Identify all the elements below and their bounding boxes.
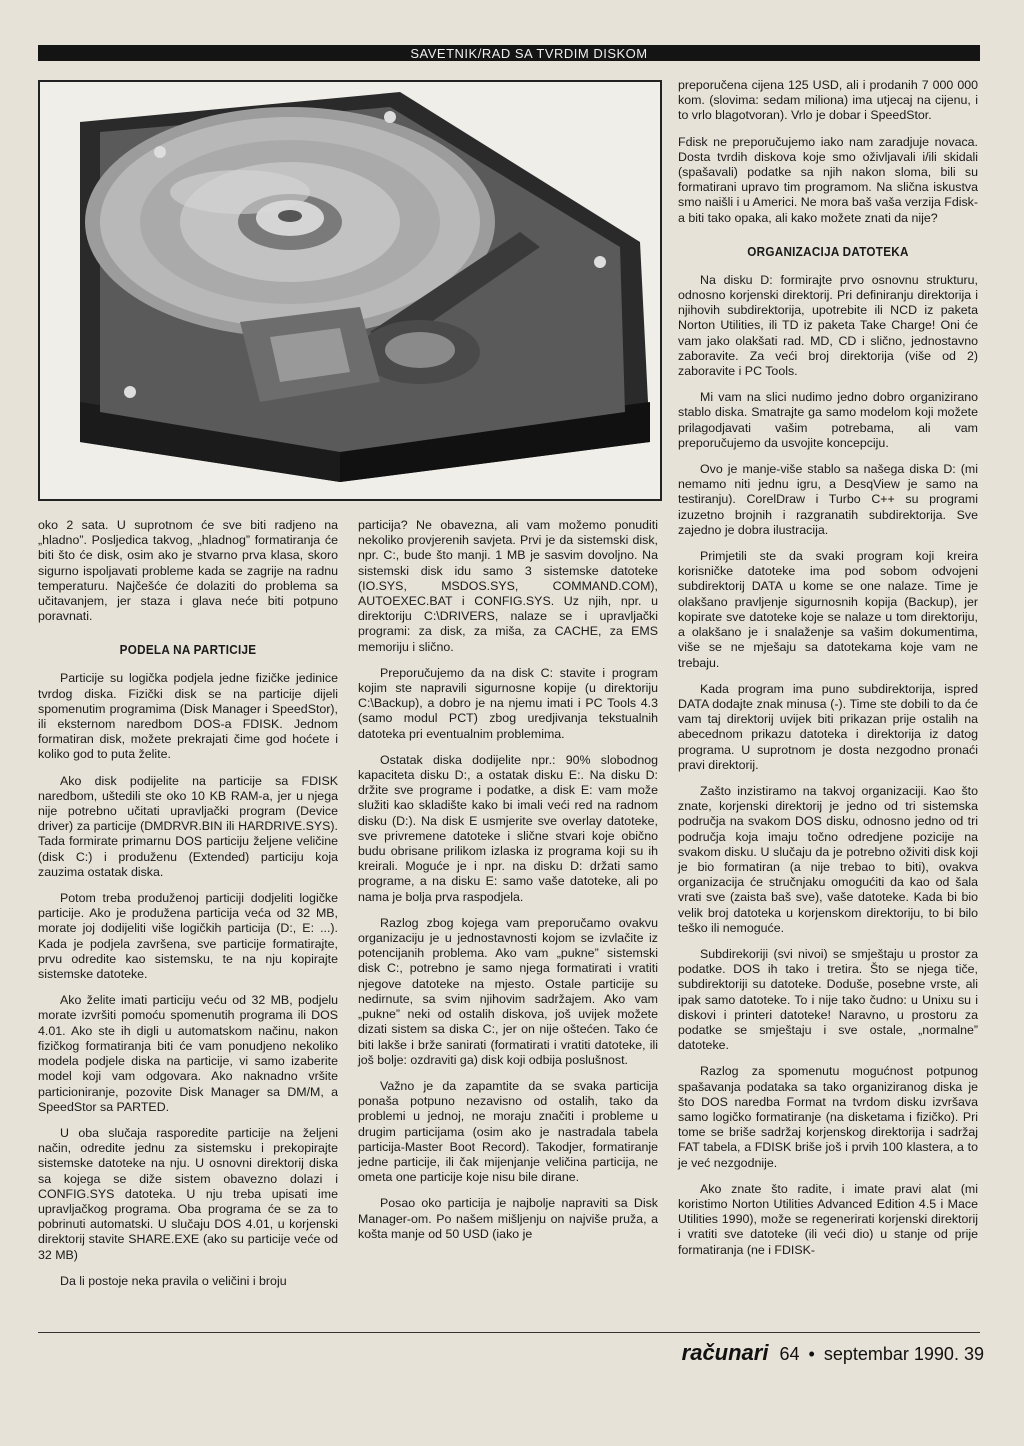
- paragraph: Razlog zbog kojega vam preporučamo ovakvu organizaciju je u jednostavnosti kojom se izvlačite iz potencijanih problema. Ako vam „pukne” sistemski disk C:, potrebno je samo njega formatirati i vratiti njegove datoteke na mjesto. Ostale particije su nedirnute, sa svim njihovim sadržajem. Ako vam „pukne” neki od ostalih diskova, još uvijek možete dizati sistem sa diska C:, jer on nije oštećen. Tako će biti lakše i brže sanirati (formatirati i vratiti datoteke, ili još bolje: ozdraviti ga) disk koji odbija poslušnost.: [358, 915, 658, 1067]
- column-1: [38, 518, 338, 1300]
- paragraph: Zašto inzistiramo na takvoj organizaciji. Kao što znate, korjenski direktorij je jedno od tri sistemska područja na svakom DOS disku, odnosno jedno od tri područja koja imaju točno odredjene pozicije na svakom disku. U slučaju da je potrebno oživiti disk koji je bio formatiran (a nije trebao to biti), ovakva organizacija će stručnjaku omogućiti da kao od šala vrati sve (zaista baš sve), vaše datoteke. Kada bi bio velik broj datoteka u korjenskom direktoriju, to bi bilo teško ili nemoguće.: [678, 783, 978, 935]
- paragraph: Da li postoje neka pravila o veličini i broju: [60, 1273, 287, 1288]
- footer-rule: [38, 1332, 980, 1333]
- paragraph: Na disku D: formirajte prvo osnovnu strukturu, odnosno korjenski direktorij. Pri definiranju direktorija i njihovih subdirektorija, upotrebite ili NCD iz paketa Norton Utilities, ili TD iz paketa Take Charge! Oni će vam jako olakšati rad. MD, CD i slično, jednostavno zaboravite. Za veći broj direktorija (više od 2) zaboravite i PC Tools.: [678, 272, 978, 379]
- bullet-separator: •: [808, 1344, 815, 1364]
- issue-date: septembar 1990.: [823, 1344, 959, 1364]
- header-bar: [38, 45, 980, 61]
- hard-disk-photo: [38, 80, 662, 501]
- paragraph: Razlog za spomenutu mogućnost potpunog spašavanja podataka sa tako organiziranog diska je što DOS naredba Format na tvrdom disku izvršava samo logičko formatiranje (na disketama i fizičko). Pri tome se briše sadržaj korjenskog direktorija i sadržaj FAT tabela, a FDISK briše još i prvih 100 klastera, a to je već nezgodnije.: [678, 1064, 978, 1170]
- paragraph: oko 2 sata. U suprotnom će sve biti radjeno na „hladno”. Posljedica takvog, „hladnog” formatiranja će biti što će disk, osim ako je stvarno prva klasa, skoro sigurno ispoljavati probleme kada se zagrije na radnu temperaturu. Najčešće će dolaziti do problema sa učitavanjem, jer staza i glava neće biti potpuno poravnati.: [38, 518, 338, 624]
- section-heading-partitions: PODELA NA PARTICIJE: [119, 642, 257, 658]
- paragraph: U oba slučaja rasporedite particije na željeni način, odredite jednu za sistemsku i prekopirajte sistemske datoteke na nju. U osnovni direktorij diska sa kojega se diže sistem obavezno dolazi i CONFIG.SYS datoteka. U nju treba upisati ime upravljačkog programa. Oba programa će se za to pobrinuti automatski. U slučaju DOS 4.01, u korjenski direktorij stavite SHARE.EXE (ako su particije veće od 32 MB): [38, 1125, 338, 1262]
- paragraph: Mi vam na slici nudimo jedno dobro organizirano stablo diska. Smatrajte ga samo modelom koji možete prilagodjavati vašim potrebama, ali vam preporučujemo da usvojite koncepciju.: [678, 390, 978, 450]
- issue-number: 64: [779, 1344, 800, 1364]
- paragraph: Preporučujemo da na disk C: stavite i program kojim ste napravili sigurnosne kopije (u direktoriju C:\Backup), a dobro je na njemu imati i PC Tools 4.3 (samo modul PCT) zbog uredjivanja tekstualnih datoteka pri eventualnim problemima.: [358, 665, 658, 741]
- section-heading-file-organization: ORGANIZACIJA DATOTEKA: [747, 243, 909, 259]
- column-3: [678, 78, 978, 1269]
- paragraph: Važno je da zapamtite da se svaka particija ponaša potpuno nezavisno od ostalih, tako da problemi u jednoj, ne moraju značiti i probleme u drugim particijama (osim ako je nastradala tabela particija-Master Boot Record). Takodjer, formatiranje jedne particije, ili čak mijenjanje veličina particija, ne ometa one particije koje nisu bile dirane.: [358, 1078, 658, 1185]
- paragraph: Subdirekoriji (svi nivoi) se smještaju u prostor za podatke. DOS ih tako i tretira. Što se njega tiče, subdirektoriji su datoteke. Doduše, posebne vrste, ali ipak samo datoteke. To i nije tako čudno: u Unixu su i diskovi i printeri datoteke! Naravno, u prostoru za podatke se smještaju i sve ostale, „normalne” datoteke.: [678, 946, 978, 1053]
- page-footer: [682, 1340, 984, 1366]
- paragraph: Ako znate što radite, i imate pravi alat (mi koristimo Norton Utilities Advanced Edition 4.5 i Mace Utilities 1990), može se regenerirati korjenski direktorij i vratiti sve datoteke (ili veći dio) u stanje od prije formatiranja (ne i FDISK-: [678, 1181, 978, 1257]
- magazine-brand: računari: [681, 1340, 769, 1365]
- paragraph: preporučena cijena 125 USD, ali i prodanih 7 000 000 kom. (slovima: sedam miliona) ima utjecaj na cijenu, i to vrlo blagotvoran). Vrlo je dobar i SpeedStor.: [678, 78, 978, 123]
- paragraph: Particije su logička podjela jedne fizičke jedinice tvrdog diska. Fizički disk se na particije dijeli spomenutim programima (Disk Manager i SpeedStor), ili eksternom naredbom DOS-a FDISK. Jednom formatiran disk, možete prekrajati čime god hoćete i koliko god to puta želite.: [38, 671, 338, 762]
- paragraph: Potom treba produženoj particiji dodjeliti logičke particije. Ako je produžena particija veća od 32 MB, morate joj dodijeliti više logičkih particija (D:, E: ...). Kada je podjela završena, sve particije formatirajte, prvu odredite kao sistemsku, te na nju kopirajte sistemske datoteke.: [38, 891, 338, 982]
- paragraph: Ovo je manje-više stablo sa našega diska D: (mi nemamo niti jednu igru, a DesqView je samo na testiranju). CorelDraw i Turbo C++ su programi izuzetno brojnih i razgranatih subdirektorija. Sve zajedno je dobra ilustracija.: [678, 462, 978, 537]
- paragraph: particija? Ne obavezna, ali vam možemo ponuditi nekoliko provjerenih savjeta. Prvi je da sistemski disk, npr. C:, bude što manji. 1 MB je sasvim dovoljno. Na sistemski disk idu samo 3 sistemske datoteke (IO.SYS, MSDOS.SYS, COMMAND.COM), AUTOEXEC.BAT i CONFIG.SYS. Uz njih, npr. u direktoriju C:\DRIVERS, nalaze se i upravljački programi: za disk, za miša, za CACHE, za EMS memoriju i slično.: [358, 518, 658, 654]
- paragraph: Kada program ima puno subdirektorija, ispred DATA dodajte znak minusa (-). Time ste dobili to da će vam taj direktorij uvijek biti prikazan prije ostalih na abecednom prikazu datoteka i direktorija iz datog programa. U suprotnom je dosta nezgodno pronaći pravi direktorij.: [678, 681, 978, 772]
- paragraph: Ako disk podijelite na particije sa FDISK naredbom, uštedili ste oko 10 KB RAM-a, jer u njega nije potrebno učitati upravljački program (Device driver) za particije (DMDRVR.BIN ili HARDRIVE.SYS). Tada formirate primarnu DOS particiju željene veličine (disk C:) i produženu (Extended) particiju koja zauzima ostatak diska.: [38, 773, 338, 879]
- paragraph: Ostatak diska dodijelite npr.: 90% slobodnog kapaciteta disku D:, a ostatak disku E:. Na disku D: držite sve programe i podatke, a disk E: vam može služiti kao skladište kako bi imali veći red na radnom disku (D:). Na disk E usmjerite sve overlay datoteke, sve privremene datoteke i slične stvari koje obično budu obrisane prilikom izlaska iz programa koji su ih kreirali. Moguće je i npr. na disku D: držati samo programe, a na disku E: samo vaše datoteke, ali po nama je bolja prva raspodjela.: [358, 752, 658, 904]
- section-title: SAVETNIK/RAD SA TVRDIM DISKOM: [410, 46, 648, 61]
- paragraph: Fdisk ne preporučujemo iako nam zaradjuje novaca. Dosta tvrdih diskova koje smo oživljavali i/ili skidali (spašavali) podatke sa njih nakon sloma, bili su formatirani upravo tim programom. Na slična iskustva smo naišli i u Americi. Ne mora baš vaša verzija Fdisk-a biti tako opaka, ali kako možete znati da nije?: [678, 134, 978, 225]
- paragraph: Primjetili ste da svaki program koji kreira korisničke datoteke ima pod sobom odvojeni subdirektorij DATA u kome se one nalaze. Time je olakšano pravljenje sigurnosnih kopija (Backup), jer kopirate sve datoteke koje se nalaze u tom direktoriju, a olakšano je i snalaženje sa vašim dokumentima, više se ne mješaju sa datotekama koje vam ne trebaju.: [678, 549, 978, 670]
- column-2: [358, 518, 658, 1253]
- page-number: 39: [963, 1344, 984, 1364]
- paragraph: Posao oko particija je najbolje napraviti sa Disk Manager-om. Po našem mišljenju on najviše pruža, a košta manje od 50 USD (iako je: [358, 1196, 658, 1241]
- hard-disk-illustration: [40, 82, 660, 499]
- paragraph: Ako želite imati particiju veću od 32 MB, podjelu morate izvršiti pomoću spomenutih programa ili DOS 4.01. Ako ste ih digli u automatskom načinu, nakon fizičkog formatiranja biti će vam ponudjeno nekoliko modela podjele diska na particije, vi samo izaberite model koji vam odgovara. Ako naknadno vršite particioniranje, pozovite Disk Manager sa DM/M, a SpeedStor sa PARTED.: [38, 993, 338, 1114]
